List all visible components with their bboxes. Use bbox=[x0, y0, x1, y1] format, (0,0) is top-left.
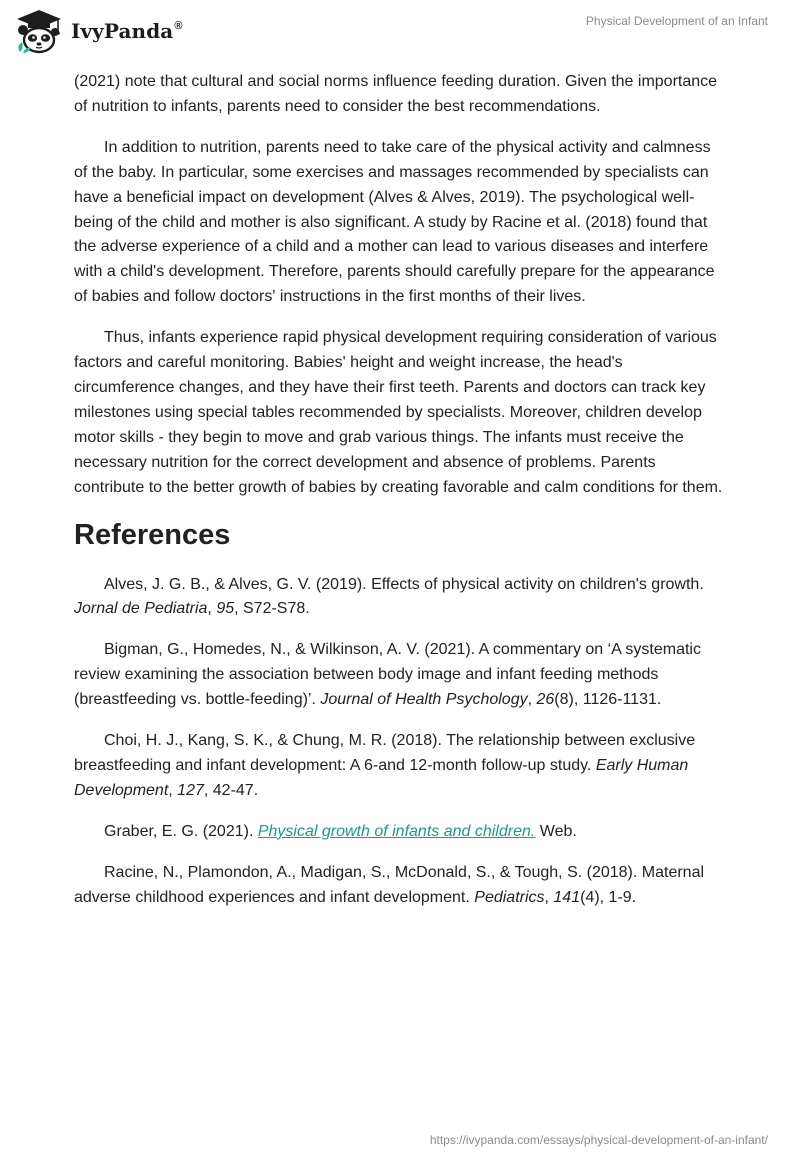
reference-item: Choi, H. J., Kang, S. K., & Chung, M. R. (2018). The relationship between exclusive breastfeeding and infant development: A 6-and 12-month follow-up study. Early Human Development, 127, 42-47. bbox=[74, 732, 696, 799]
brand-name: IvyPanda® bbox=[71, 19, 183, 43]
reference-link[interactable]: Physical growth of infants and children. bbox=[257, 822, 536, 840]
ivypanda-logo[interactable] bbox=[14, 8, 183, 54]
footer-url[interactable]: https://ivypanda.com/essays/physical-development-of-an-infant/ bbox=[429, 1133, 768, 1147]
reference-item: Graber, E. G. (2021). Physical growth of infants and children. Web. bbox=[104, 822, 577, 840]
panda-graduate-icon bbox=[14, 8, 64, 54]
paragraph: (2021) note that cultural and social norms influence feeding duration. Given the importance of nutrition to infants, parents need to consider the best recommendations. bbox=[74, 73, 718, 115]
paragraph: Thus, infants experience rapid physical development requiring consideration of various factors and careful monitoring. Babies' height and weight increase, the head's circumference changes, and they have their first teeth. Parents and doctors can track key milestones using special tables recommended by specialists. Moreover, children develop motor skills - they begin to move and grab various things. The infants must receive the necessary nutrition for the correct development and absence of problems. Parents contribute to the better growth of babies by creating favorable and calm conditions for them. bbox=[74, 329, 723, 496]
document-title: Physical Development of an Infant bbox=[585, 14, 768, 28]
reference-item: Bigman, G., Homedes, N., & Wilkinson, A. V. (2021). A commentary on ‘A systematic review examining the association between body image and infant feeding methods (breastfeeding vs. bottle-feeding)’. Journal of Health Psychology, 26(8), 1126-1131. bbox=[74, 641, 701, 709]
reference-item: Racine, N., Plamondon, A., Madigan, S., McDonald, S., & Tough, S. (2018). Maternal adverse childhood experiences and infant development. Pediatrics, 141(4), 1-9. bbox=[74, 863, 705, 906]
page-header bbox=[0, 0, 800, 64]
paragraph: In addition to nutrition, parents need to take care of the physical activity and calmness of the baby. In particular, some exercises and massages recommended by specialists can have a beneficial impact on development (Alves & Alves, 2019). The psychological well-being of the child and mother is also significant. A study by Racine et al. (2018) found that the adverse experience of a child and a mother can lead to various diseases and interfere with a child's development. Therefore, parents should carefully prepare for the appearance of babies and follow doctors' instructions in the first months of their lives. bbox=[74, 138, 715, 306]
reference-item: Alves, J. G. B., & Alves, G. V. (2019). Effects of physical activity on children's growth. Jornal de Pediatria, 95, S72-S78. bbox=[74, 575, 704, 618]
essay-body bbox=[74, 70, 726, 926]
references-heading: References bbox=[74, 518, 231, 551]
